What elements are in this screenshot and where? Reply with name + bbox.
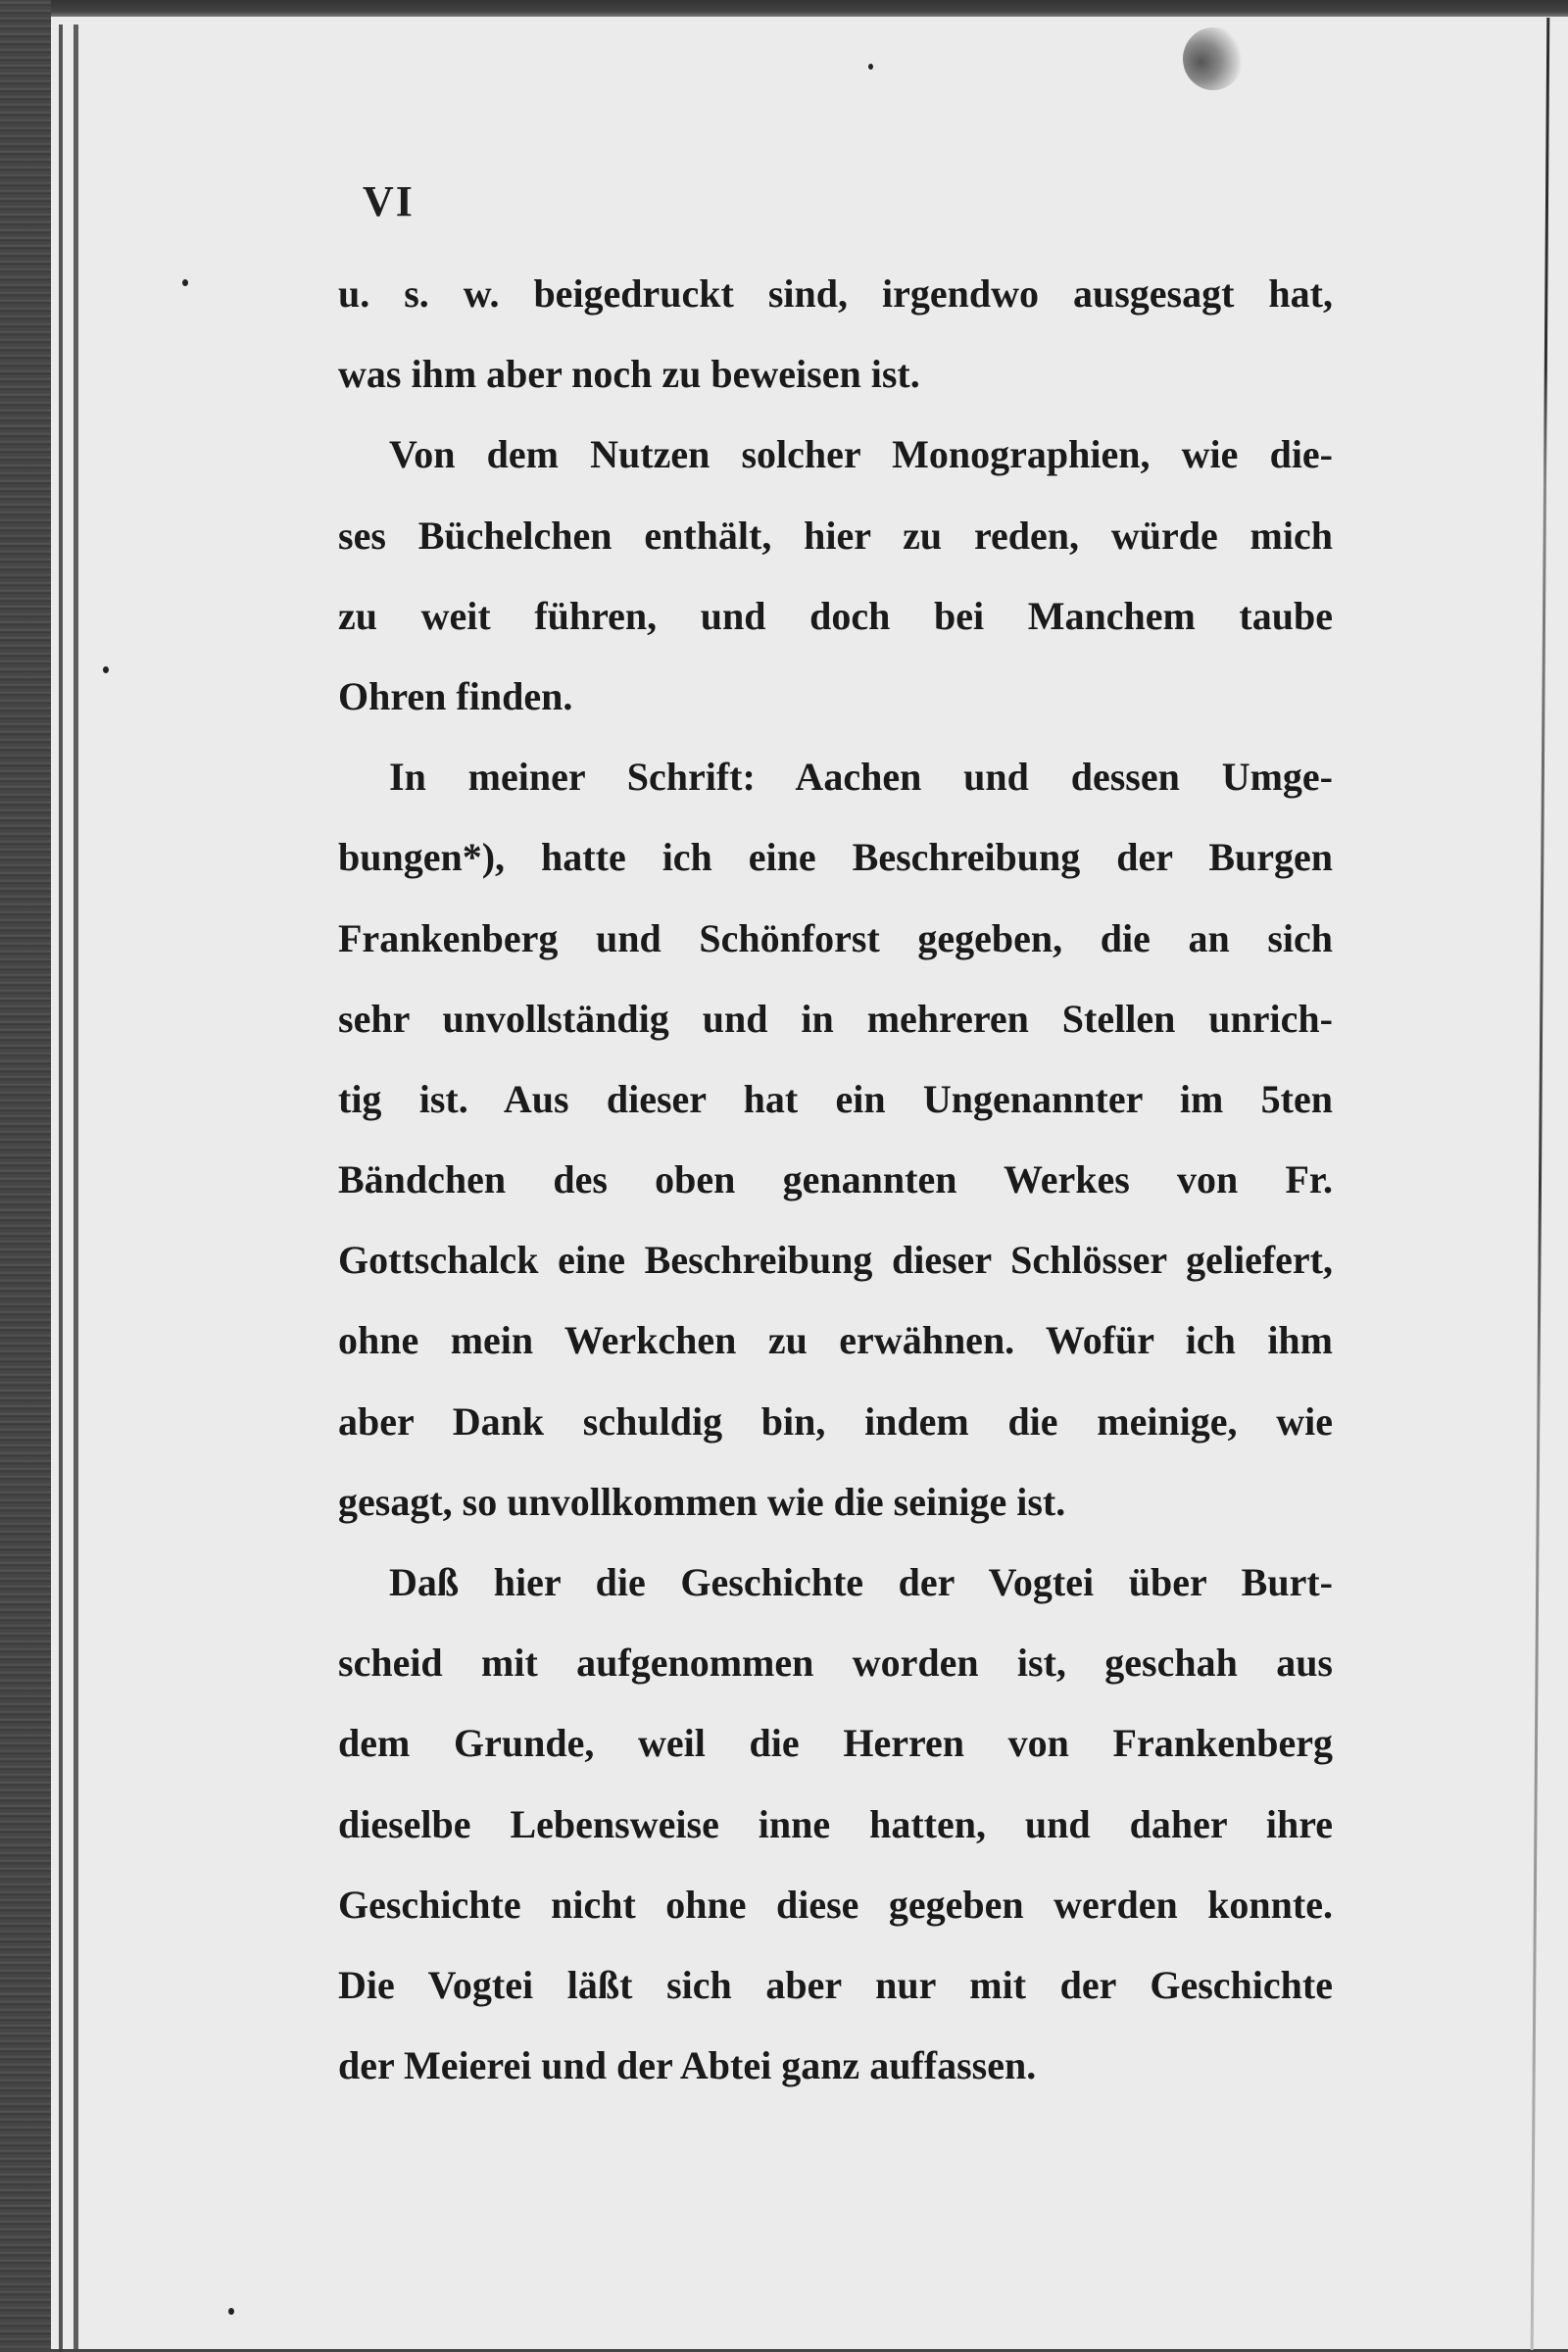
text-line: zu weit führen, und doch bei Manchem taube — [338, 593, 1333, 638]
text-line: ohne mein Werkchen zu erwähnen. Wofür ich ihm — [338, 1318, 1333, 1363]
text-line: bungen*), hatte ich eine Beschreibung der Burgen — [338, 835, 1333, 880]
text-line: tig ist. Aus dieser hat ein Ungenannter im 5ten — [338, 1076, 1333, 1121]
paragraph — [338, 263, 1333, 423]
text-line: was ihm aber noch zu beweisen ist. — [338, 352, 920, 397]
scan-border-top — [0, 0, 1568, 17]
body-text — [338, 263, 1333, 2115]
page-edge-line — [59, 24, 63, 2352]
text-line: dem Grunde, weil die Herren von Frankenberg — [338, 1721, 1333, 1766]
text-line: Frankenberg und Schönforst gegeben, die an sich — [338, 915, 1333, 960]
text-line: Von dem Nutzen solcher Monographien, wie die- — [389, 432, 1333, 477]
text-line: u. s. w. beigedruckt sind, irgendwo ausgesagt hat, — [338, 271, 1333, 316]
text-line: der Meierei und der Abtei ganz auffassen. — [338, 2043, 1037, 2088]
ink-speck — [182, 279, 188, 286]
ink-speck — [228, 2308, 234, 2315]
text-line: sehr unvollständig und in mehreren Stellen unrich- — [338, 996, 1333, 1041]
text-line: In meiner Schrift: Aachen und dessen Umge- — [389, 755, 1333, 800]
paragraph — [338, 423, 1333, 746]
text-line: dieselbe Lebensweise inne hatten, und daher ihre — [338, 1801, 1333, 1846]
text-line: Geschichte nicht ohne diese gegeben werden konnte. — [338, 1882, 1333, 1927]
text-line: aber Dank schuldig bin, indem die meinige, wie — [338, 1398, 1333, 1444]
ink-smudge — [1183, 27, 1244, 90]
ink-speck — [868, 64, 873, 70]
text-line: ses Büchelchen enthält, hier zu reden, würde mich — [338, 513, 1333, 558]
page-number: VI — [363, 177, 415, 225]
page-edge-line — [74, 24, 78, 2352]
ink-speck — [103, 666, 109, 673]
text-line: Gottschalck eine Beschreibung dieser Schlösser geliefert, — [338, 1238, 1333, 1283]
paragraph — [338, 746, 1333, 1551]
scan-border-left — [0, 0, 51, 2352]
text-line: Ohren finden. — [338, 673, 573, 718]
paragraph — [338, 1551, 1333, 2115]
text-line: Bändchen des oben genannten Werkes von Fr. — [338, 1157, 1333, 1202]
text-line: Die Vogtei läßt sich aber nur mit der Geschichte — [338, 1962, 1333, 2007]
text-line: scheid mit aufgenommen worden ist, geschah aus — [338, 1641, 1333, 1686]
page-edge-line — [1531, 18, 1550, 2350]
text-line: gesagt, so unvollkommen wie die seinige ist. — [338, 1479, 1066, 1524]
text-line: Daß hier die Geschichte der Vogtei über Burt- — [389, 1560, 1333, 1604]
